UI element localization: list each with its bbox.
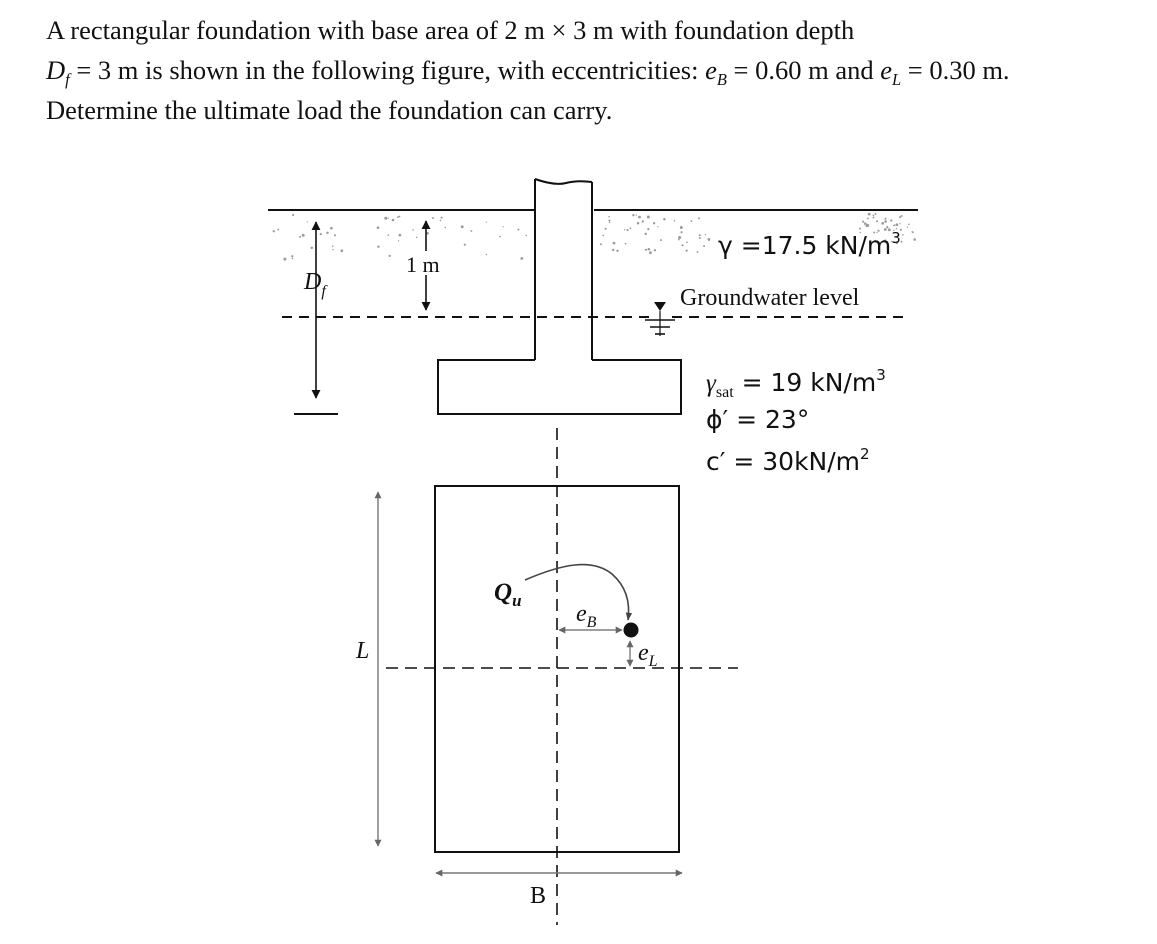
eb-value: = 0.60 m and	[726, 55, 881, 85]
eb-label: $e_B$	[576, 601, 597, 631]
el-symbol: e	[880, 55, 892, 85]
eb-symbol: e	[705, 55, 717, 85]
df-symbol: D	[46, 55, 66, 85]
eb-subscript: B	[716, 69, 727, 89]
qu-label: $Q_u$	[494, 579, 522, 610]
gamma-sat-label: $\gamma_{sat} = 19$ $kN/m^3$	[706, 366, 886, 401]
phi-label: ϕ′ = 23°	[706, 405, 810, 434]
gamma-label: γ =17.5 $kN/m^3$	[718, 229, 901, 260]
b-label: B	[530, 883, 547, 909]
problem-line-2-mid: = 3 m is shown in the following figure, with eccentricities:	[69, 55, 706, 85]
load-point	[624, 623, 639, 638]
el-value: = 0.30 m.	[901, 55, 1010, 85]
problem-line-3-text: Determine the ultimate load the foundation can carry.	[46, 95, 613, 125]
df-subscript: f	[65, 69, 70, 89]
column-break-line	[535, 179, 592, 184]
groundwater-label: Groundwater level	[680, 285, 860, 311]
problem-line-1-text: A rectangular foundation with base area of 2 m × 3 m with foundation depth	[46, 15, 855, 45]
footing-outline	[438, 360, 681, 414]
el-label: $e_L$	[638, 640, 658, 670]
l-label: L	[356, 638, 370, 664]
one-m-label: 1 m	[406, 252, 440, 277]
df-label: $D_f$	[304, 269, 326, 300]
cohesion-label: $c' = 30kN/m^2$	[706, 445, 870, 476]
water-table-icon	[645, 302, 675, 336]
el-subscript: L	[891, 69, 902, 89]
